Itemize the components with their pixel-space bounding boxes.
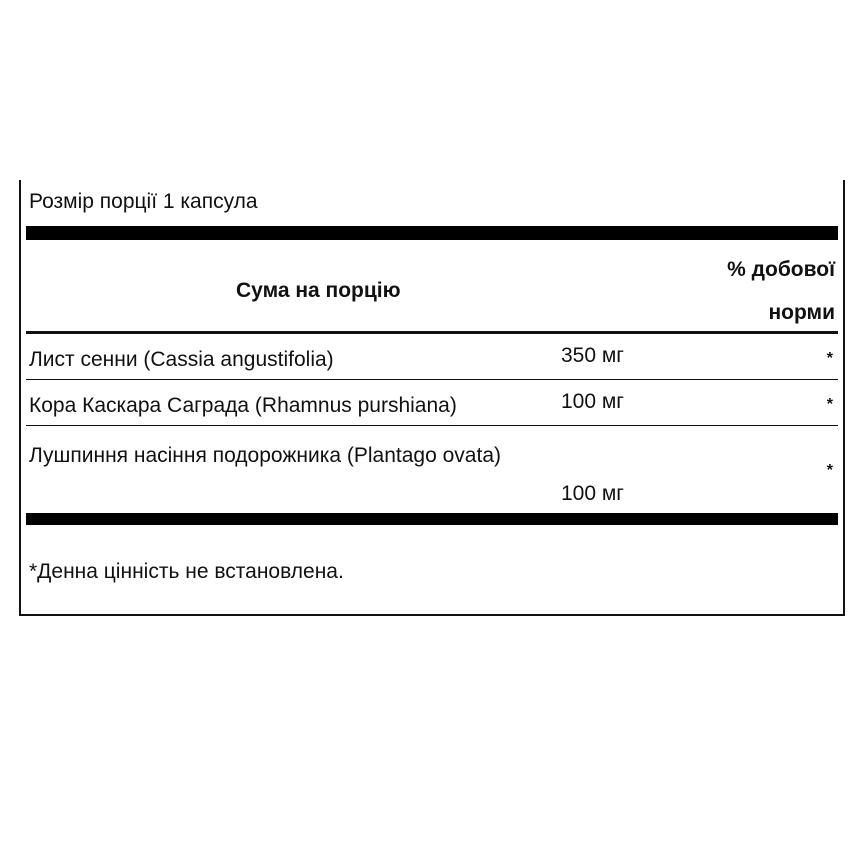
header-divider [26, 331, 838, 334]
supplement-facts-panel [19, 180, 845, 616]
ingredient-amount-senna: 350 мг [561, 344, 624, 367]
ingredient-dv-senna: * [826, 350, 833, 367]
ingredient-dv-psyllium: * [826, 462, 833, 479]
ingredient-name-senna: Лист сенни (Cassia angustifolia) [29, 348, 334, 371]
footnote: *Денна цінність не встановлена. [29, 560, 344, 583]
row-divider [26, 379, 838, 380]
ingredient-dv-cascara: * [826, 396, 833, 413]
ingredient-name-psyllium: Лушпиння насіння подорожника (Plantago ovata) [29, 444, 501, 467]
row-divider [26, 425, 838, 426]
ingredient-name-cascara: Кора Каскара Саграда (Rhamnus purshiana) [29, 394, 457, 417]
amount-per-serving-header: Сума на порцію [236, 279, 401, 302]
serving-size: Розмір порції 1 капсула [29, 190, 258, 213]
daily-value-header-line2: норми [768, 301, 835, 324]
daily-value-header-line1: % добової [727, 258, 835, 281]
thick-divider-top [26, 226, 838, 240]
ingredient-amount-psyllium: 100 мг [561, 482, 624, 505]
ingredient-amount-cascara: 100 мг [561, 390, 624, 413]
thick-divider-bottom [26, 513, 838, 525]
